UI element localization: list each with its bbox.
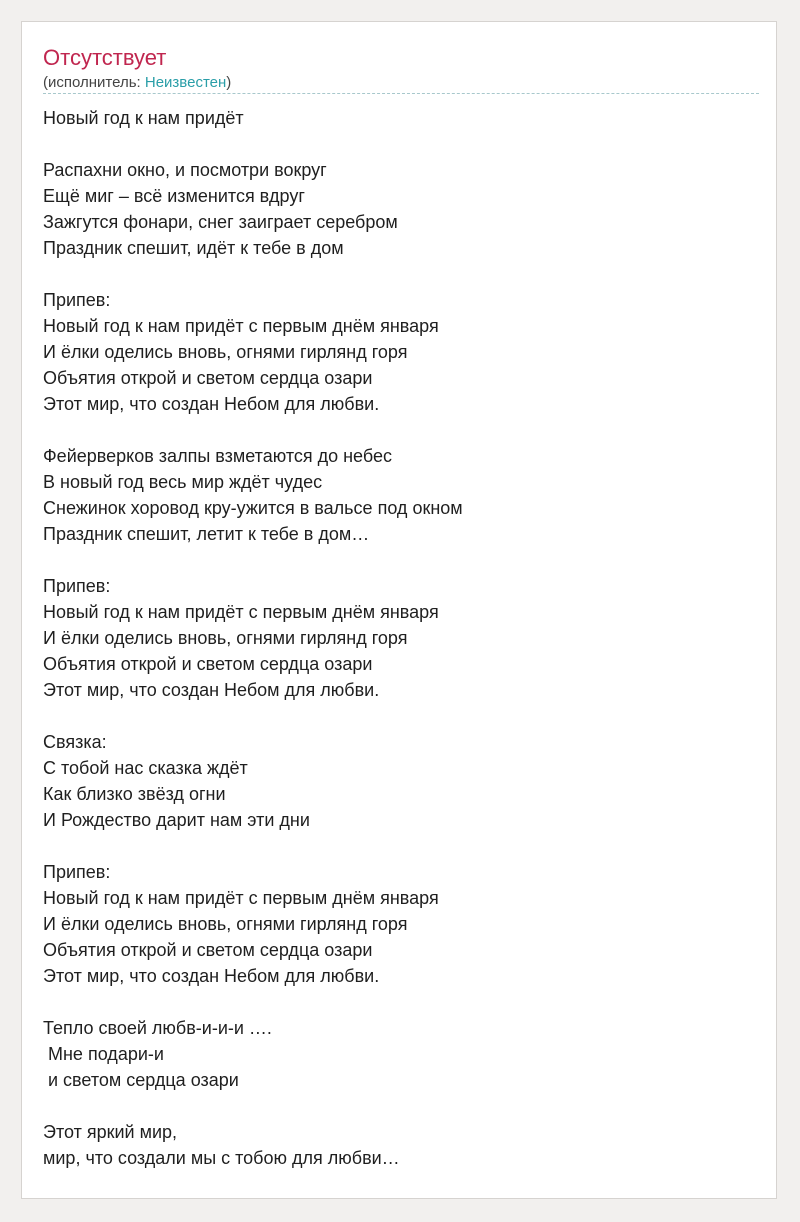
- lyric-line: [43, 989, 759, 1015]
- lyric-line: Ещё миг – всё изменится вдруг: [43, 186, 305, 206]
- lyric-line: [43, 261, 759, 287]
- lyric-line: Как близко звёзд огни: [43, 784, 226, 804]
- lyric-line: Тепло своей любв-и-и-и ….: [43, 1018, 272, 1038]
- artist-suffix: ): [226, 74, 232, 91]
- lyric-line: С тобой нас сказка ждёт: [43, 758, 248, 778]
- lyric-line: Припев:: [43, 290, 111, 310]
- lyric-line: [43, 703, 759, 729]
- lyric-line: Мне подари-и: [43, 1044, 164, 1064]
- lyrics-text: [43, 105, 759, 1171]
- artist-prefix: (исполнитель:: [43, 74, 145, 91]
- lyric-line: Этот мир, что создан Небом для любви.: [43, 966, 380, 986]
- lyrics-card: [21, 21, 777, 1199]
- lyric-line: И ёлки оделись вновь, огнями гирлянд горя: [43, 342, 408, 362]
- lyric-line: И ёлки оделись вновь, огнями гирлянд горя: [43, 914, 408, 934]
- lyric-line: Праздник спешит, идёт к тебе в дом: [43, 238, 344, 258]
- lyric-line: [43, 547, 759, 573]
- lyric-line: [43, 833, 759, 859]
- lyric-line: Зажгутся фонари, снег заиграет серебром: [43, 212, 398, 232]
- lyric-line: [43, 131, 759, 157]
- lyric-line: Связка:: [43, 732, 107, 752]
- lyric-line: мир, что создали мы с тобою для любви…: [43, 1148, 400, 1168]
- artist-link[interactable]: Неизвестен: [144, 74, 227, 91]
- lyric-line: Объятия открой и светом сердца озари: [43, 368, 373, 388]
- lyric-line: Объятия открой и светом сердца озари: [43, 940, 373, 960]
- lyric-line: Распахни окно, и посмотри вокруг: [43, 160, 327, 180]
- lyric-line: Новый год к нам придёт с первым днём января: [43, 602, 439, 622]
- divider: [43, 93, 759, 94]
- lyric-line: [43, 417, 759, 443]
- lyric-line: Новый год к нам придёт: [43, 108, 244, 128]
- lyric-line: и светом сердца озари: [43, 1070, 239, 1090]
- lyric-line: Припев:: [43, 862, 111, 882]
- lyric-line: И ёлки оделись вновь, огнями гирлянд горя: [43, 628, 408, 648]
- lyric-line: Этот мир, что создан Небом для любви.: [43, 394, 380, 414]
- lyric-line: Этот мир, что создан Небом для любви.: [43, 680, 380, 700]
- lyric-line: Праздник спешит, летит к тебе в дом…: [43, 524, 370, 544]
- song-title: Отсутствует: [43, 45, 167, 70]
- lyric-line: Новый год к нам придёт с первым днём января: [43, 888, 439, 908]
- artist-line: [43, 73, 231, 93]
- lyric-line: [43, 1093, 759, 1119]
- lyric-line: Этот яркий мир,: [43, 1122, 178, 1142]
- lyric-line: В новый год весь мир ждёт чудес: [43, 472, 323, 492]
- lyric-line: И Рождество дарит нам эти дни: [43, 810, 310, 830]
- lyric-line: Снежинок хоровод кру-ужится в вальсе под окном: [43, 498, 463, 518]
- lyric-line: Объятия открой и светом сердца озари: [43, 654, 373, 674]
- lyric-line: Новый год к нам придёт с первым днём января: [43, 316, 439, 336]
- lyric-line: Фейерверков залпы взметаются до небес: [43, 446, 392, 466]
- lyric-line: Припев:: [43, 576, 111, 596]
